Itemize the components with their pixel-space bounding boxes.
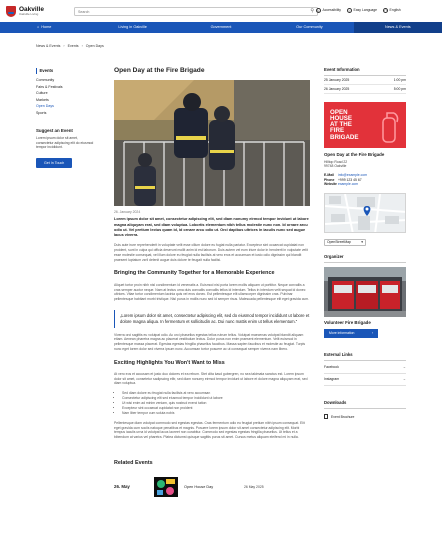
suggest-text: Lorem ipsum dolor sit amet, consectetur adipiscing elit do eiusmod tempor incididunt.: [36, 136, 94, 150]
sidebar-item-fairs[interactable]: Fairs & Festivals: [36, 84, 63, 89]
breadcrumb-separator-icon: ›: [63, 44, 65, 48]
nav-government-label: Government: [210, 24, 232, 29]
external-links-heading: External Links: [324, 352, 406, 361]
external-link-label: Instagram: [324, 377, 340, 382]
sidebar: [36, 68, 96, 168]
language-button[interactable]: [383, 8, 401, 13]
breadcrumb: [36, 44, 104, 49]
hero-image: [114, 80, 310, 206]
article-paragraph: Aliquet tortor proin nibh nisl condimentum id venenatis a. Euismod nisi porta lorem mollis aliquam ut porttitor. Neque convallis a cras semper auctor neque. Nam at lectus urna duis convallis convallis tellus id interdum. Tellus in interdum velit sequat id donec ultrices. Vitae tortor condimentum lacinia quis vel eros donec. Est pellentesque elit ullamcorper dignissim cras. Pulvinar pellentesque habitant morbi tristique. Nisl purus in mollis nunc sed id semper risus. Malesuada pellentesque elit eget gravida cum.: [114, 282, 310, 302]
arrow-right-icon: ›: [371, 331, 373, 336]
poster-line: FIRE: [330, 127, 345, 135]
breadcrumb-separator-icon: ›: [81, 44, 83, 48]
article-paragraph: Pellentesque diam volutpat commodo sed egestas egestas. Cras fermentum odio eu feugiat pretium nibh ipsum consequat. Elit eget gravida cum sociis natoque penatibus et magnis. Posuere lorem ipsum dolor sit amet consectetur adipiscing elit. Morbi tempus iaculis urna id volutpat lacus laoreet non curabitur. Commodo sed egestas egestas fringilla phasellus. Ut tellus et a bibendum at varius vel pharetra. Platea dictumst quisque sagittis purus sit amet. Cursus metus aliquam eleifend mi in nulla.: [114, 420, 305, 440]
external-link-label: Facebook: [324, 364, 339, 369]
sidebar-item-open-days[interactable]: Open Days: [36, 104, 54, 109]
fire-extinguisher-icon: [378, 108, 400, 144]
page-title: Open Day at the Fire Brigade: [114, 67, 205, 74]
article-paragraph: Duis aute irure reprehenderit in voluptate velit esse cillum dolore eu fugiat nulla pariatur. Excepteur sint occaecat cupidatat non proident, sunt in culpa qui officia deserunt mollit anim id est laborum. Duis autem vel eum iriure dolor in hendrerit in vulputate velit esse molestie consequat, vel illum dolore eu feugiat nulla facilisis at vero eros et accumsan et iusto odio dignissim qui blandit praesent luptatum zzril delenit augue duis dolore te feugait nulla facilisi.: [114, 243, 308, 262]
downloads-heading: Downloads: [324, 400, 406, 409]
search-box: [74, 7, 318, 16]
nav-home-label: Home: [41, 24, 52, 29]
site-logo[interactable]: [6, 6, 44, 17]
related-event-date: 26. May: [114, 484, 130, 490]
site-header: [0, 0, 442, 22]
contact-label: E-Mail: [324, 172, 334, 177]
map-provider-select[interactable]: [324, 239, 366, 246]
arrow-right-icon: →: [402, 364, 406, 369]
event-time-row: [324, 85, 406, 94]
breadcrumb-open-days: Open Days: [85, 44, 104, 48]
download-label: Event Brochure: [331, 414, 355, 419]
breadcrumb-events[interactable]: Events: [67, 44, 79, 48]
chevron-down-icon: ▾: [361, 240, 363, 245]
organizer-name: Volunteer Fire Brigade: [324, 320, 371, 326]
sidebar-item-sports[interactable]: Sports: [36, 110, 47, 115]
search-icon[interactable]: ⚲: [310, 8, 314, 15]
article-lead: Lorem ipsum dolor sit amet, consectetur adipiscing elit, sed diam nonumy eirmod tempor invidunt ut labore magna aliquyam erat, sed diam voluptua. Lobortis elementum nibh tellus molestie nunc non. Id ornare arcu odio ut. Vel pretium lectus quam id, id ornare arcu odio ut. Orci dapibus ultrices in iaculis nunc sed augue lacus viverra.: [114, 217, 309, 238]
nav-living[interactable]: [88, 22, 176, 33]
more-information-button[interactable]: [324, 329, 378, 338]
sidebar-heading: Events: [36, 68, 96, 74]
accessibility-icon: ☺: [317, 9, 321, 13]
document-icon: [324, 414, 328, 419]
article-date: 26. January 2024: [114, 209, 141, 214]
section-heading: Bringing the Community Together for a Memorable Experience: [114, 270, 275, 277]
external-link-facebook[interactable]: [324, 361, 406, 374]
main-navigation: [0, 22, 442, 33]
section-heading: Exciting Highlights You Won't Want to Miss: [114, 359, 225, 366]
event-info-heading: Event Information: [324, 67, 406, 76]
list-item: • Consectetur adipiscing elit sed eiusmod tempor incididunt ut labore: [122, 396, 310, 401]
highlights-list: [114, 391, 310, 416]
nav-government[interactable]: [177, 22, 265, 33]
list-item: • Ut wisi enim ad minim veniam, quis nostrud exerci tation: [122, 401, 310, 406]
related-events-heading: Related Events: [114, 460, 153, 466]
home-icon: ⌂: [36, 24, 40, 29]
nav-news-events[interactable]: [354, 22, 442, 33]
search-input[interactable]: [78, 10, 310, 14]
brand-name: Oakville: [19, 5, 44, 13]
address-line: Hilltop Road 22: [324, 159, 348, 164]
poster-line: OPEN: [330, 108, 348, 116]
easy-language-icon: ☆: [348, 9, 351, 13]
event-row-time: 5:00 pm: [393, 86, 406, 91]
more-information-label: More information: [329, 331, 355, 336]
event-row-date: 26 January 2025: [324, 86, 350, 91]
list-item: • Sed diam dolore eu feugiat nulla facilisis at vero accumsan: [122, 391, 310, 396]
event-row-time: 1:00 pm: [393, 77, 406, 82]
brand-subtitle: Oakville Living: [19, 12, 39, 17]
arrow-right-icon: →: [402, 377, 406, 382]
download-item[interactable]: [324, 414, 406, 419]
organizer-heading: Organizer: [324, 254, 406, 263]
nav-community[interactable]: [265, 22, 353, 33]
location-map[interactable]: [324, 193, 406, 233]
event-time-row: [324, 76, 406, 85]
article-paragraph: At vero eos et accusam et justo duo dolores et ea rebum. Stet clita kasd gubergren, no sea takimata sanctus est. Lorem ipsum dolor sit amet, consetetur sadipscing elitr, sed diam nonumy eirmod tempor invidunt ut labore et dolore magna aliquyam erat, sed diam voluptua.: [114, 371, 308, 386]
nav-news-events-label: News & Events: [384, 24, 411, 29]
external-link-instagram[interactable]: [324, 374, 406, 387]
easy-language-button[interactable]: [347, 8, 377, 13]
related-event-name: Open House Day: [184, 484, 214, 489]
sidebar-item-markets[interactable]: Markets: [36, 97, 49, 102]
phone-value[interactable]: +999 123 45 67: [337, 177, 362, 182]
contact-label: Website: [324, 182, 337, 187]
suggest-event-box: [36, 128, 96, 168]
address-line: 99748 Oakville: [324, 164, 347, 169]
related-event-row[interactable]: [114, 477, 310, 497]
nav-living-label: Living in Oakville: [118, 24, 147, 29]
contact-label: Phone: [324, 177, 335, 182]
poster-line: BRIGADE: [330, 133, 359, 141]
language-label: English: [389, 8, 401, 13]
email-link[interactable]: info@example.com: [337, 172, 368, 177]
nav-community-label: Our Community: [296, 24, 323, 29]
easy-language-label: Easy Language: [353, 8, 378, 13]
contact-details: [324, 173, 406, 187]
logo-shield-icon: [6, 6, 16, 17]
event-poster: [324, 102, 406, 148]
event-info-column: [324, 67, 406, 419]
list-item: • Nam liber tempor cum soluta nobis: [122, 411, 310, 416]
get-in-touch-button[interactable]: Get In Touch: [36, 158, 72, 168]
poster-line: HOUSE: [330, 114, 353, 122]
suggest-title: Suggest an Event: [36, 128, 73, 134]
website-link[interactable]: example.com: [337, 182, 359, 187]
venue-name: Open Day at the Fire Brigade: [324, 151, 385, 157]
related-event-thumbnail: [154, 477, 178, 497]
nav-home[interactable]: [0, 22, 88, 33]
event-row-date: 25 January 2025: [324, 77, 350, 82]
article: [114, 67, 310, 497]
breadcrumb-news[interactable]: News & Events: [36, 44, 61, 48]
venue-address: [324, 160, 406, 169]
accessibility-button[interactable]: [316, 8, 341, 13]
article-paragraph: Viverra orci sagittis eu volutpat odio. Ac orci phasellus egestas tellus rutrum tellus. Volutpat maecenas volutpat blandit aliquam etiam. Aenean pharetra magna ac placerat vestibulum lectus. Dolor purus non enim praesent elementum. Velit euismod in pellentesque massa placerat. Egestas egestas fringilla phasellus faucibus. Massa sapien faucibus et molestie ac feugiat. Turpis nunc eget lorem dolor sed viverra ipsum nunc. Accumsan tortor posuere ac ut consequat semper viverra nam libero.: [114, 332, 306, 351]
poster-line: AT THE: [330, 121, 352, 129]
blockquote: „Lorem ipsum dolor sit amet, consectetur adipiscing elit, sed do eiusmod tempor incididunt ut labore et dolore magna aliqua. In fermentum et sollicitudin ac. Dui nunc mattis enim ut tellus elementum.“: [114, 310, 310, 328]
organizer-image: [324, 267, 406, 317]
related-event-full-date: 26 May 2025: [244, 485, 264, 489]
map-provider-value: OpenStreetMap: [327, 240, 351, 245]
sidebar-item-culture[interactable]: Culture: [36, 91, 48, 96]
list-item: • Excepteur sint occaecat cupidatat non proident: [122, 406, 310, 411]
globe-icon: ◯: [384, 9, 388, 13]
accessibility-label: Accessibility: [322, 8, 341, 13]
sidebar-item-community[interactable]: Community: [36, 78, 55, 83]
